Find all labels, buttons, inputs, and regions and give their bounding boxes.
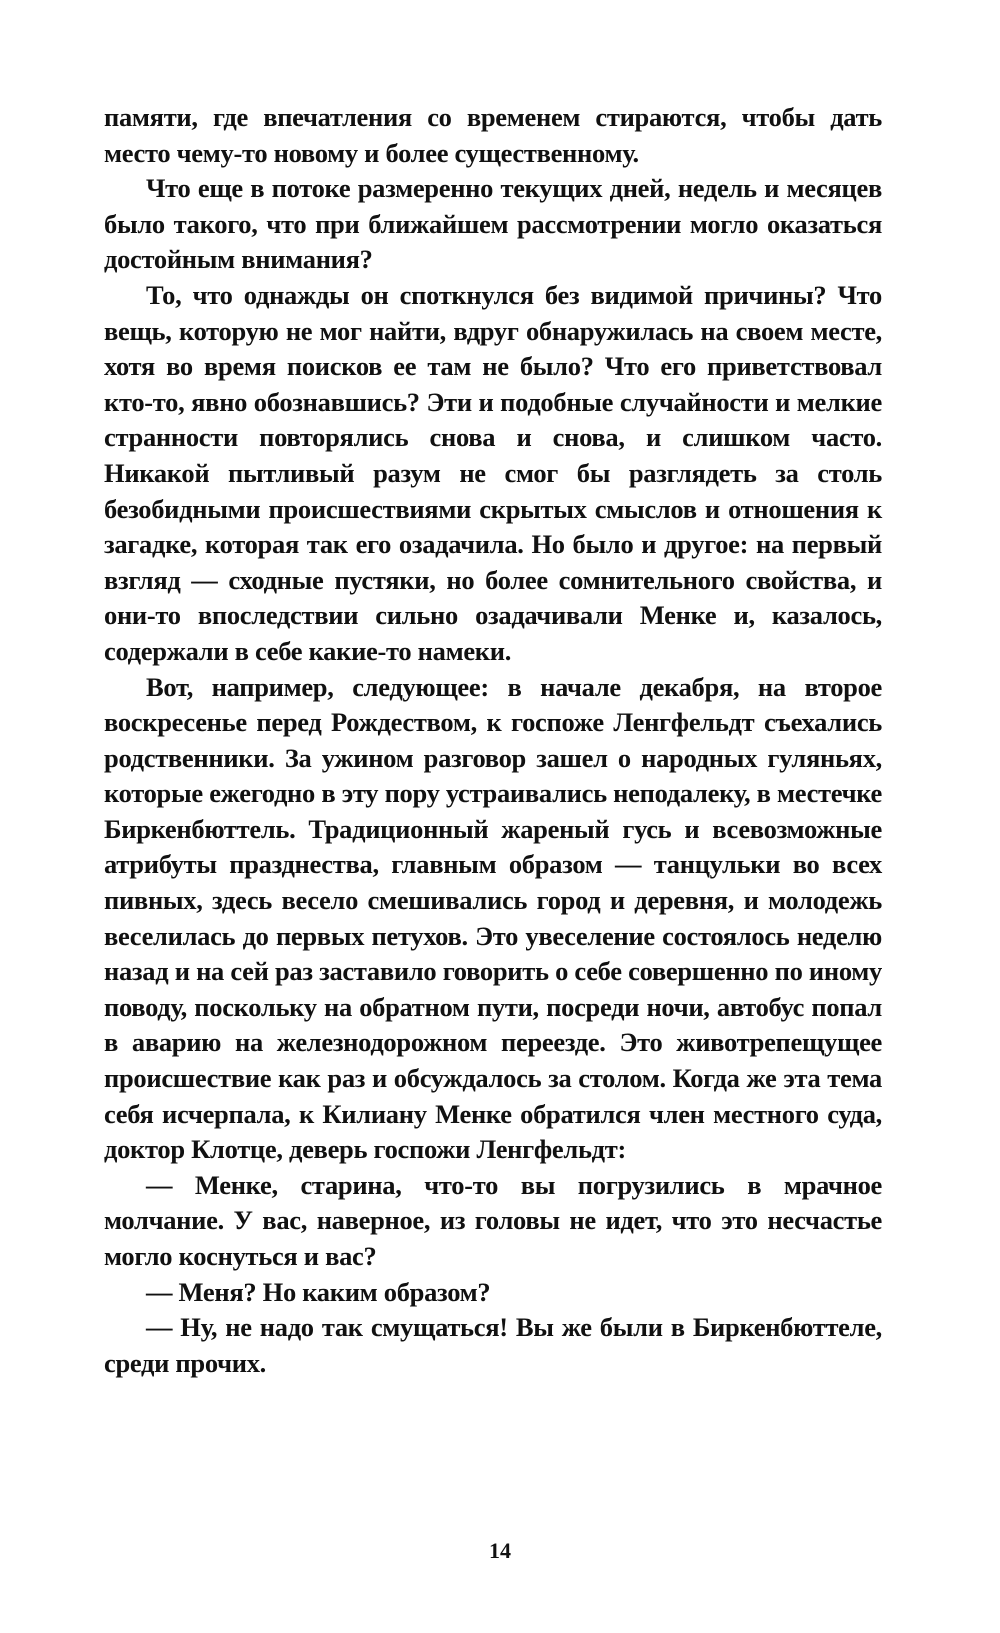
paragraph-2: Что еще в потоке размеренно текущих дней, недель и месяцев было такого, что при ближайшем рассмотрении могло оказаться достойным внимания? — [104, 173, 882, 275]
body-text — [104, 100, 882, 1381]
paragraph-1: памяти, где впечатления со временем стираются, чтобы дать место чему-то новому и более существенному. — [104, 102, 882, 168]
paragraph-3: То, что однажды он споткнулся без видимой причины? Что вещь, которую не мог найти, вдруг обнаружилась на своем месте, хотя во время поисков ее там не было? Что его приветствовал кто-то, явно обознавшись? Эти и подобные случайности и мелкие странности повторялись снова и снова, и слишком часто. Никакой пытливый разум не смог бы разглядеть за столь безобидными происшествиями скрытых смыслов и отношения к загадке, которая так его озадачила. Но было и другое: на первый взгляд — сходные пустяки, но более сомнительного свойства, и они-то впоследствии сильно озадачивали Менке и, казалось, содержали в себе какие-то намеки. — [104, 279, 882, 666]
paragraph-6: — Меня? Но каким образом? — [146, 1276, 491, 1307]
paragraph-4: Вот, например, следующее: в начале декабря, на второе воскресенье перед Рождеством, к госпоже Ленгфельдт съехались родственники. За ужином разговор зашел о народных гуляньях, которые ежегодно в эту пору устраивались неподалеку, в местечке Биркенбюттель. Традиционный жареный гусь и всевозможные атрибуты празднества, главным образом — танцульки во всех пивных, здесь весело смешивались город и деревня, и молодежь веселилась до первых петухов. Это увеселение состоялось неделю назад и на сей раз заставило говорить о себе совершенно по иному поводу, поскольку на обратном пути, посреди ночи, автобус попал в аварию на железнодорожном переезде. Это животрепещущее происшествие как раз и обсуждалось за столом. Когда же эта тема себя исчерпала, к Килиану Менке обратился член местного суда, доктор Клотце, деверь госпожи Ленгфельдт: — [104, 671, 882, 1165]
paragraph-7: — Ну, не надо так смущаться! Вы же были в Биркенбюттеле, среди прочих. — [104, 1312, 882, 1378]
page-number: 14 — [489, 1538, 511, 1563]
paragraph-5: — Менке, старина, что-то вы погрузились в мрачное молчание. У вас, наверное, из головы не идет, что это несчастье могло коснуться и вас? — [104, 1169, 882, 1271]
